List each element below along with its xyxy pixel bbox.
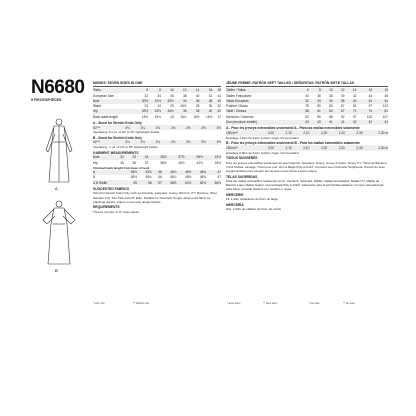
table-row: Sizes 6 8 10 12 14 16 18 xyxy=(93,88,221,93)
section-a-title: A - Sized for Stretch Knits Only xyxy=(93,121,142,126)
section-b-title-fr-es: B - Pour les jerseys extensibles seulement/ B - Para los mallas extensibles solamente xyxy=(226,141,360,146)
nap-legend-item: * con pelo xyxy=(308,302,320,305)
mercerie-text: Fil, 1,00m d'élastique de 6mm de large. xyxy=(226,197,279,202)
table-row: A 45½ 45¾ 46 46¼ 46½ 46¾ 47 xyxy=(93,169,221,174)
requirements-title: REQUIREMENTS xyxy=(93,205,120,210)
finished-length-title: Finished back length from base of neck xyxy=(93,165,150,170)
suggested-fabrics-title: SUGGESTED FABRICS xyxy=(93,186,130,191)
size-table-fr-es xyxy=(226,88,388,125)
table-row: Tailles / Tallas 6 8 10 12 14 16 18 xyxy=(226,88,388,93)
garment-table xyxy=(93,155,221,166)
nap-legend-item: * avec sens xyxy=(227,302,241,305)
interfacing-a-fr: Entoilage 1,10m de 51cm à 64cm, léger, thermocollant xyxy=(226,135,299,140)
english-chart xyxy=(93,81,221,214)
interfacing-b-fr: Entoilage 0,80m de 51cm à 64cm, léger, thermocollant xyxy=(226,150,299,155)
interfacing-a: Interfacing: 1⅛ yd. of 20" to 25" lightweight fusible xyxy=(93,130,160,135)
table-row: Back-waist length 15½ 15¾ 16 16¼ 16½ 16¾ 17 xyxy=(93,114,221,119)
mercerie-title: MERCERIE xyxy=(226,192,244,197)
view-a-sketch xyxy=(46,119,72,182)
size-table xyxy=(93,88,221,120)
suggested-fabrics-text: Sized for Stretch Knits Only such as Interlock, Jacquard, Jersey, Rib Knit, ITY, Bamboo, Wool, Sweater Knit. See Pick-A-Knit® Rule. Suitable for Overlock/ Serger. Allow extra fabric for matching stands, stripes or one-way design fabrics. xyxy=(93,191,218,204)
requirements-text: Thread, 1⅛ yds. of ⅜" wide elastic. xyxy=(93,209,140,214)
telas-text: Para las mallas extensibles solamente como: Interlock, Jacquard, Mallas, Mallas Acanaladas, Mallas ITY, Mallas de Bambú, Lana, Mallas Suéter. Vea la Regla Pick-A-Knit®. Adecuado para Overlock/Remalladora. Compre tela adicional para hacer coincidir diseños con cuadros o rayas. xyxy=(226,179,384,192)
pattern-number: N6680 xyxy=(31,77,85,98)
table-row: A,B Width 55 56 57 58½ 60½ 62½ 64½ xyxy=(93,180,221,185)
garment-measurements-title: GARMENT MEASUREMENTS xyxy=(93,151,139,155)
nap-legend-item: ** sin pelo xyxy=(343,302,355,305)
table-row: Taille / Cintura 58 61 64 67 71 76 81 xyxy=(226,109,388,114)
nap-legend-item: ** sans sens xyxy=(263,302,278,305)
table-row: Bust 30½ 31½ 32½ 34 36 38 40 xyxy=(93,98,221,103)
view-b-sketch xyxy=(43,201,75,264)
chart-title: MISSES' SEVEN SIZES IN ONE xyxy=(93,81,221,87)
table-row: Hip 32½ 33½ 34½ 36 38 40 42 xyxy=(93,109,221,114)
tissus-title: TISSUS SUGGÉRÉS xyxy=(226,156,258,161)
table-row: 150cm** 2,00 2,10 2,10 2,20 2,20 2,30 2,30 m xyxy=(226,130,388,135)
table-row: Tallas Europeas 32 34 36 38 40 42 44 xyxy=(226,98,388,103)
nap-legend xyxy=(93,302,388,309)
telas-title: TELAS SUGERIDAS xyxy=(226,174,258,179)
nap-legend-item: * with nap xyxy=(93,302,105,305)
table-row: Hip 35 36 37 38½ 40½ 42½ 44½ xyxy=(93,160,221,165)
pieces-count: 9 PIECES/PIÈCES xyxy=(31,98,62,102)
table-row: European Size 32 34 36 38 40 42 44 xyxy=(93,93,221,98)
view-a-label: A xyxy=(55,186,58,191)
finished-table xyxy=(93,170,221,186)
table-row: Poitrine / Busto 78 80 83 87 92 97 102 xyxy=(226,104,388,109)
view-b-label: B xyxy=(55,268,58,273)
table-row: Dos (encolure à taille) 40 40 41 41 42 42 43 xyxy=(226,119,388,124)
french-spanish-chart xyxy=(226,81,388,212)
table-row: B 45½ 45¾ 46 46¼ 46½ 46¾ 47 xyxy=(93,175,221,180)
table-row: Tailles Françaises 34 36 38 40 42 44 46 xyxy=(226,93,388,98)
table-row: 60"** 2⅛ 2¼ 2¼ 2⅜ 2⅜ 2½ 2½ xyxy=(93,140,221,145)
tissus-text: Pour les jerseys extensibles seulement tel que Interlock, Jacquard, Jersey, Jersey à Côtes, Jersey ITY, Tricot de Bambou, Tricot Mohair. Lainage, Tricot pour pull. Voir la Règle Pick-A-Knit®. Convient pour Overlock/ Surjeteuse. Prévoir du tissu supplémentaire pour assortir les rayures ou les tissus à sens unique. xyxy=(226,160,388,173)
nap-legend-item: ** without nap xyxy=(133,302,150,305)
table-row: 150cm** 2,00 2,10 2,10 2,20 2,20 2,30 2,30 m xyxy=(226,145,388,150)
interfacing-b: Interfacing: ⅞ yd. of 20" to 25" lightweight fusible xyxy=(93,145,158,150)
section-b-title: B - Sized for Stretch Knits Only xyxy=(93,136,142,141)
garment-sketches xyxy=(33,112,88,277)
merceria-title: MERCERÍA xyxy=(226,202,244,207)
table-row: 60"** 2⅛ 2¼ 2¼ 2⅜ 2⅜ 2½ 2½ xyxy=(93,125,221,130)
table-row: Hanches / Caderas 83 85 88 92 97 102 107 xyxy=(226,114,388,119)
section-a-title-fr-es: A - Pour les jerseys extensibles seulement/ A - Para los mallas extensibles solamente xyxy=(226,126,360,131)
merceria-text: Hilo, 1,00m de elástico de 6mm de ancho. xyxy=(226,207,283,212)
table-row: Bust 32 33 34 35½ 37½ 39½ 41½ xyxy=(93,155,221,160)
table-row: Waist 23 24 25 26½ 28 30 32 xyxy=(93,104,221,109)
chart-title-fr-es: JEUNE FEMME: PATRON SEPT TAILLES / SEÑORITAS: PATRÓN SIETE TALLAS xyxy=(226,81,388,87)
